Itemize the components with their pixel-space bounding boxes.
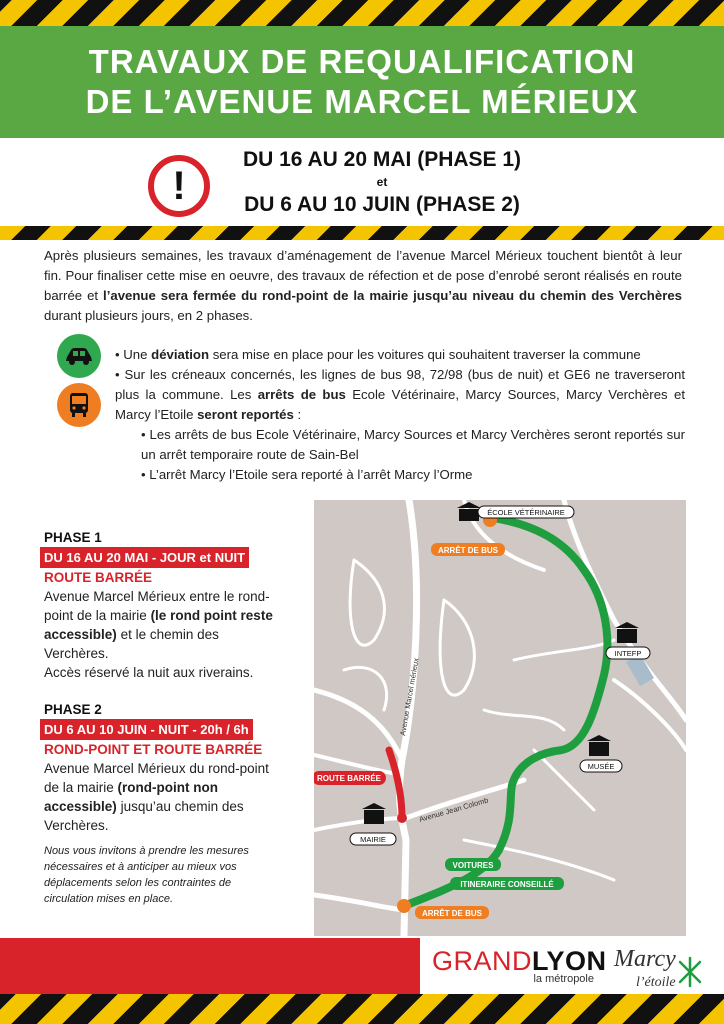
logo-marcy: Marcy [614,946,676,972]
label-itineraire: ITINERAIRE CONSEILLÉ [460,880,554,889]
hazard-stripe-middle [0,226,724,240]
page-title [0,26,724,138]
phase2-dates: DU 6 AU 10 JUIN (PHASE 2) [244,193,520,216]
label-voitures: VOITURES [452,861,494,870]
title-line-2: DE L’AVENUE MARCEL MÉRIEUX [85,83,639,120]
label-arret-top: ARRÊT DE BUS [437,546,499,555]
intro-bold-text: l’avenue sera fermée du rond-point de la mairie jusqu’au niveau du chemin des Verchères [103,288,682,303]
label-route-barree: ROUTE BARRÉE [316,774,382,783]
logo-lyon: LYON [532,946,607,976]
phase2-text: Avenue Marcel Mérieux du rond-point de la mairie (rond-point non accessible) jusqu’au chemin des Verchères. [44,761,269,833]
phase2-subtitle: ROND-POINT ET ROUTE BARRÉE [44,742,263,757]
hazard-stripe-top [0,0,724,26]
label-arret-bottom: ARRÊT DE BUS [421,909,483,918]
intro-text: Après plusieurs semaines, les travaux d’aménagement de l’avenue Marcel Mérieux touchent bientôt à leur fin. Pour finaliser cette mise en oeuvre, des travaux de réfection et de pose d’enrobé seront réalisés en route barrée et [44,248,682,303]
advice-note: Nous vous invitons à prendre les mesures nécessaires et à anticiper au mieux vos déplacements selon les contraintes de circulation mises en place. [44,845,249,905]
exclamation-icon: ! [148,155,210,217]
phases-column [44,528,280,907]
intro-text-end: durant plusieurs jours, en 2 phases. [44,308,253,323]
phase1-subtitle: ROUTE BARRÉE [44,570,153,585]
intro-paragraph [44,246,682,326]
star-icon [680,958,700,986]
label-musee: MUSÉE [587,762,615,771]
list-subitem: • L’arrêt Marcy l’Etoile sera reporté à l’arrêt Marcy l’Orme [141,467,473,482]
phase1-text: Avenue Marcel Mérieux entre le rond-point de la mairie (le rond point reste accessible) et le chemin des Verchères. [44,589,273,661]
detour-map [314,500,686,936]
marcy-letoile-logo [608,940,718,994]
phase2-title: PHASE 2 [44,702,102,717]
list-item: • Une déviation sera mise en place pour les voitures qui souhaitent traverser la commune [115,347,641,362]
street-avenue-jean-colomb: Avenue Jean Colomb [418,795,490,824]
label-mairie: MAIRIE [360,835,386,844]
phase1-banner: DU 16 AU 20 MAI - JOUR et NUIT [40,547,249,568]
hazard-stripe-bottom [0,994,724,1024]
phase1-access: Accès réservé la nuit aux riverains. [44,665,254,680]
logo-metropole: la métropole [533,973,594,985]
street-avenue-marcel-merieux: Avenue Marcel mérieux [398,657,421,737]
measures-list [115,345,685,485]
title-line-1: TRAVAUX DE REQUALIFICATION [88,43,636,80]
phase2-banner: DU 6 AU 10 JUIN - NUIT - 20h / 6h [40,719,253,740]
logo-etoile: l’étoile [636,975,676,990]
list-subitem: • Les arrêts de bus Ecole Vétérinaire, Marcy Sources et Marcy Verchères seront reportés sur un arrêt temporaire route de Sain-Bel [141,427,685,462]
footer-red-band [0,938,420,994]
car-icon [57,334,101,378]
bus-icon [57,383,101,427]
dates-connector: et [376,175,388,189]
phase1-title: PHASE 1 [44,530,102,545]
logo-grand: GRAND [432,946,533,976]
label-ecole: ÉCOLE VÉTÉRINAIRE [487,508,565,517]
label-intefp: INTEFP [614,649,642,658]
list-item: • Sur les créneaux concernés, les lignes de bus 98, 72/98 (bus de nuit) et GE6 ne traverseront plus la commune. Les arrêts de bus Ecole Vétérinaire, Marcy Sources, Marcy Verchères et Marcy l’Etoile seront reportés : [115,367,685,422]
phase1-dates: DU 16 AU 20 MAI (PHASE 1) [242,148,522,171]
grandlyon-logo [432,946,607,985]
